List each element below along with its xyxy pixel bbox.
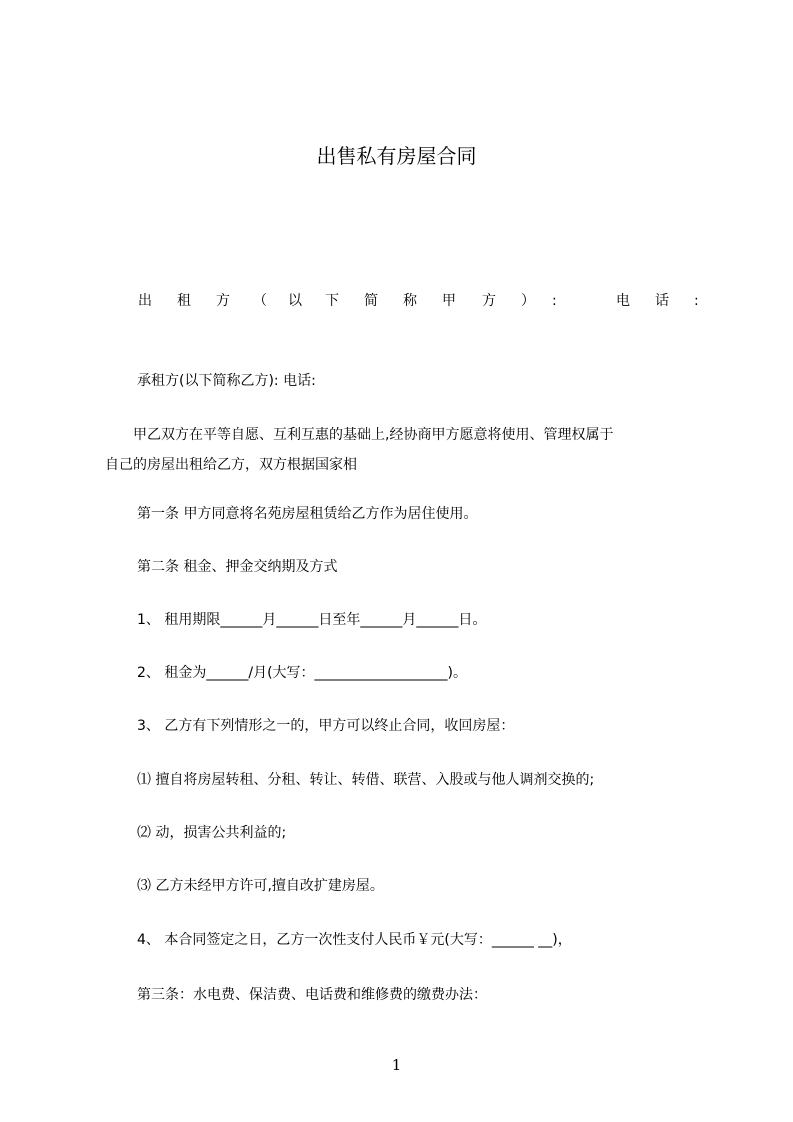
intro-line: 甲乙双方在平等自愿、互利互惠的基础上,经协商甲方愿意将使用、管理权属于 [133, 427, 614, 443]
lessor-char: 电 [616, 293, 630, 309]
lessor-char: ） [521, 293, 535, 309]
article-1: 第一条 甲方同意将名苑房屋租赁给乙方作为居住使用。 [137, 506, 478, 522]
lessor-char: 出 [138, 293, 152, 309]
page-number: 1 [391, 1056, 402, 1074]
lessor-char: 租 [177, 293, 191, 309]
item-1: 1、 租用期限______月______日至年______月______日。 [137, 612, 487, 628]
sub-item-1: ⑴ 擅自将房屋转租、分租、转让、转借、联营、入股或与他人调剂交换的; [137, 772, 595, 788]
sub-item-3: ⑶ 乙方未经甲方许可,擅自改扩建房屋。 [137, 878, 384, 894]
lessor-char: 话 [655, 293, 669, 309]
lessor-char: : [694, 293, 699, 309]
lessor-line [0, 288, 793, 314]
lessor-char: 方 [216, 293, 230, 309]
item-2: 2、 租金为______/月(大写：___________________)。 [137, 665, 467, 681]
lessor-char: 称 [403, 293, 417, 309]
lessor-char: : [552, 293, 557, 309]
lessor-char: 以 [288, 293, 302, 309]
lessee-line: 承租方(以下简称乙方): 电话: [137, 373, 316, 389]
lessor-char: 方 [482, 293, 496, 309]
article-2: 第二条 租金、押金交纳期及方式 [137, 559, 338, 575]
item-4: 4、 本合同签定之日，乙方一次性支付人民币￥元(大写：______ __)， [137, 932, 572, 948]
lessor-char: （ [253, 293, 267, 309]
item-3: 3、 乙方有下列情形之一的，甲方可以终止合同，收回房屋： [137, 718, 515, 734]
document-title: 出售私有房屋合同 [316, 144, 477, 168]
lessor-char: 下 [325, 293, 339, 309]
intro-line: 自己的房屋出租给乙方，双方根据国家相 [105, 457, 357, 473]
article-3: 第三条：水电费、保洁费、电话费和维修费的缴费办法： [137, 987, 487, 1003]
sub-item-2: ⑵ 动，损害公共利益的; [137, 825, 287, 841]
intro-paragraph [105, 420, 705, 480]
lessor-char: 甲 [442, 293, 456, 309]
lessor-char: 简 [364, 293, 378, 309]
